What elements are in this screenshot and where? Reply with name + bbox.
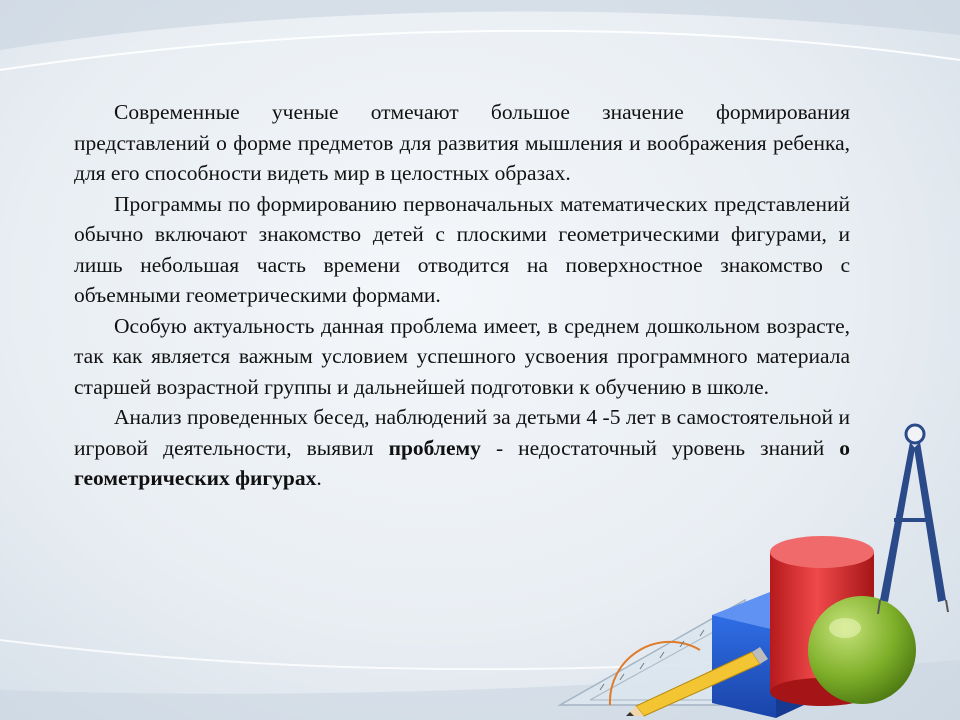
bold-term-problem: проблему <box>388 435 481 460</box>
paragraph-4-text-b: - недостаточный уровень знаний <box>480 435 840 460</box>
sphere-icon <box>808 596 916 704</box>
bold-term-geometric-figures: о геометрических фигурах <box>74 435 850 490</box>
paragraph-1: Современные ученые отмечают большое значение формирования представлений о форме предметов для развития мышления и воображения ребенка, для его способности видеть мир в целостных образах. <box>74 100 850 185</box>
compass-icon <box>878 425 948 614</box>
paragraph-4 <box>74 402 850 494</box>
paragraph-3: Особую актуальность данная проблема имеет, в среднем дошкольном возрасте, так как является важным условием успешного усвоения программного материала старшей возрастной группы и дальнейшей подготовки к обучению в школе. <box>74 313 850 399</box>
slide-text <box>74 97 850 494</box>
paragraph-4-text-c: . <box>316 466 322 490</box>
paragraph-2: Программы по формированию первоначальных математических представлений обычно включают знакомство детей с плоскими геометрическими фигурами, и лишь небольшая часть времени отводится на поверхностное знакомство с объемными геометрическими формами. <box>74 191 850 307</box>
paragraph-4-text-a: Анализ проведенных бесед, наблюдений за детьми 4 -5 лет в самостоятельной и игровой деятельности, выявил <box>74 405 850 460</box>
